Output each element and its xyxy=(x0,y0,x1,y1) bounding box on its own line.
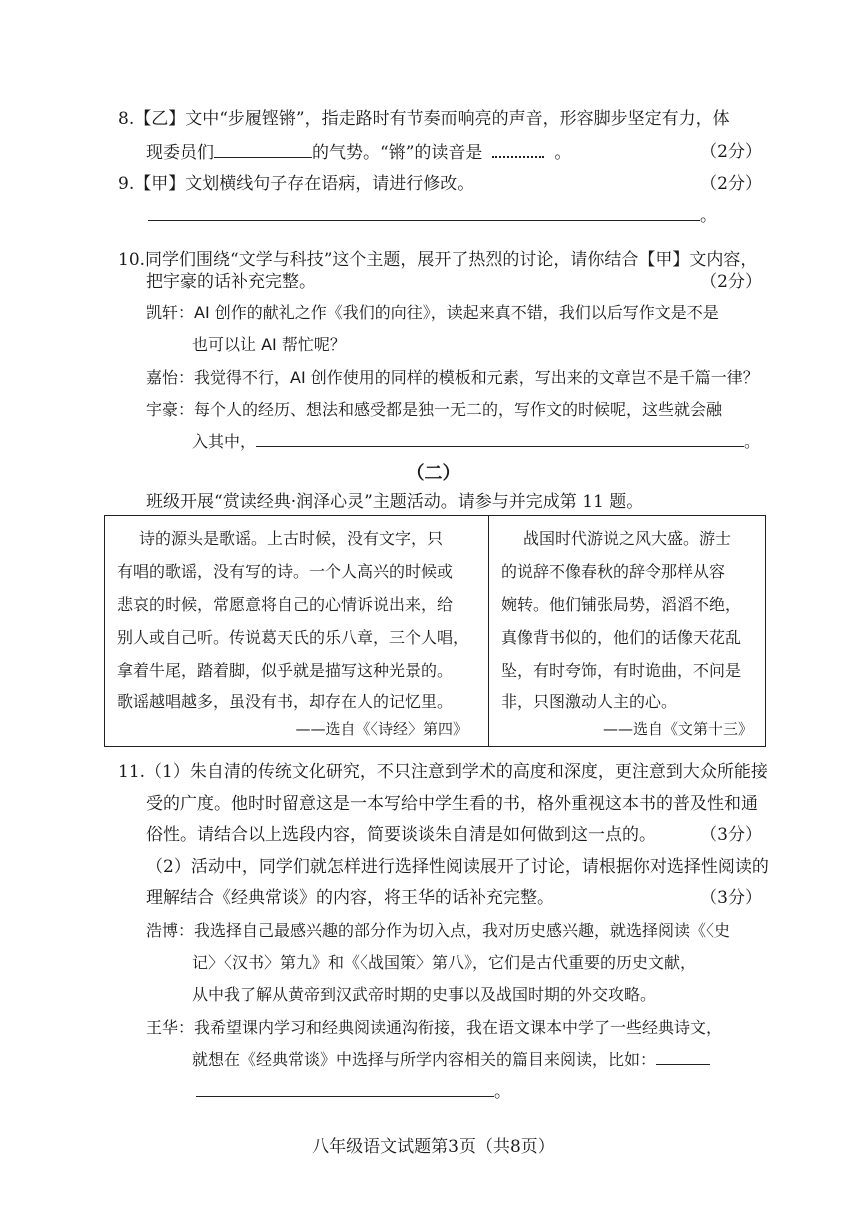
q11-p1-line-3: 俗性。请结合以上选段内容，简要谈谈朱自清是如何做到这一点的。 xyxy=(146,825,656,845)
q9-answer-line xyxy=(148,204,717,228)
section-title: （二） xyxy=(406,463,461,484)
q8-line-2 xyxy=(146,140,571,165)
q8-line-2-text-a: 现委员们 xyxy=(146,143,214,163)
q11-p2-points: （3分） xyxy=(700,888,762,908)
q8-line-1: 8.【乙】文中“步履铿锵”，指走路时有节奏而响亮的声音，形容脚步坚定有力，体 xyxy=(118,109,730,129)
kaixuan-line-1: 凯轩：AI 创作的献礼之作《我们的向往》，读起来真不错，我们以后写作文是不是 xyxy=(146,303,719,322)
q11-p1-line-2: 受的广度。他时时留意这是一本写给中学生看的书，格外重视这本书的普及性和通 xyxy=(146,794,758,814)
excerpt-right-line: 的说辞不像春秋的辞令那样从容 xyxy=(501,562,726,581)
answer-blank-q11-a[interactable] xyxy=(656,1048,710,1065)
pinyin-blank-q8[interactable] xyxy=(492,140,544,158)
excerpt-left-line: 悲哀的时候，常愿意将自己的心情诉说出来，给 xyxy=(117,595,454,614)
excerpt-right-line: 非，只图激动人主的心。 xyxy=(501,692,678,711)
answer-blank-q9[interactable] xyxy=(148,204,700,221)
q9-end: 。 xyxy=(700,206,717,226)
excerpt-right-source: ——选自《文第十三》 xyxy=(602,720,753,738)
excerpt-left-line: 诗的源头是歌谣。上古时候，没有文字，只 xyxy=(139,529,444,548)
wanghua-line-2 xyxy=(192,1048,710,1072)
answer-blank-q10[interactable] xyxy=(256,430,744,447)
q10-line-2: 把宇豪的话补充完整。 xyxy=(146,272,316,292)
q10-points: （2分） xyxy=(700,272,762,292)
q9-line-1: 9.【甲】文划横线句子存在语病，请进行修改。 xyxy=(118,174,475,194)
q11-end: 。 xyxy=(494,1082,511,1102)
yuhao-line-1: 宇豪：每个人的经历、想法和感受都是独一无二的，写作文的时候呢，这些就会融 xyxy=(146,400,723,419)
excerpt-box xyxy=(104,515,766,747)
yuhao-line-2-text: 入其中， xyxy=(192,432,257,451)
wanghua-line-2-text: 就想在《经典常谈》中选择与所学内容相关的篇目来阅读，比如： xyxy=(192,1050,657,1069)
excerpt-left-line: 歌谣越唱越多，虽没有书，却存在人的记忆里。 xyxy=(117,692,454,711)
q11-answer-line xyxy=(196,1080,511,1104)
excerpt-right-line: 婉转。他们铺张局势，滔滔不绝， xyxy=(501,595,742,614)
jiayi-line: 嘉怡：我觉得不行，AI 创作使用的同样的模板和元素，写出来的文章岂不是千篇一律？ xyxy=(146,368,759,387)
excerpt-right-line: 战国时代游说之风大盛。游士 xyxy=(523,529,732,548)
q11-p2-line-2: 理解结合《经典常谈》的内容，将王华的话补充完整。 xyxy=(146,888,554,908)
kaixuan-line-2: 也可以让 AI 帮忙呢？ xyxy=(192,335,346,354)
q10-line-1: 10.同学们围绕“文学与科技”这个主题，展开了热烈的讨论，请你结合【甲】文内容， xyxy=(118,250,758,270)
q9-points: （2分） xyxy=(700,174,762,194)
wanghua-line-1: 王华：我希望课内学习和经典阅读通沟衔接，我在语文课本中学了一些经典诗文， xyxy=(146,1018,723,1037)
q8-line-2-end: 。 xyxy=(554,143,572,163)
yuhao-line-2 xyxy=(192,430,760,454)
answer-blank-q8-a[interactable] xyxy=(214,141,312,158)
q11-p1-line-1: 11.（1）朱自清的传统文化研究，不只注意到学术的高度和深度，更注意到大众所能接 xyxy=(118,762,768,782)
excerpt-left-source: ——选自《〈诗经〉第四》 xyxy=(295,720,468,738)
excerpt-left xyxy=(105,516,489,746)
haobo-line-1: 浩博：我选择自己最感兴趣的部分作为切入点，我对历史感兴趣，就选择阅读《〈史 xyxy=(146,921,731,940)
q11-p2-line-1: （2）活动中，同学们就怎样进行选择性阅读展开了讨论，请根据你对选择性阅读的 xyxy=(146,857,769,877)
q10-end: 。 xyxy=(744,432,761,451)
excerpt-left-line: 别人或自己听。传说葛天氏的乐八章，三个人唱， xyxy=(117,628,470,647)
excerpt-right-line: 真像背书似的，他们的话像天花乱 xyxy=(501,628,742,647)
excerpt-left-line: 有唱的歌谣，没有写的诗。一个人高兴的时候或 xyxy=(117,562,454,581)
haobo-line-3: 从中我了解从黄帝到汉武帝时期的史事以及战国时期的外交攻略。 xyxy=(192,985,657,1004)
excerpt-right xyxy=(489,516,765,746)
answer-blank-q11-b[interactable] xyxy=(196,1080,494,1097)
page-footer: 八年级语文试题第3页（共8页） xyxy=(312,1137,555,1157)
q8-points: （2分） xyxy=(700,142,762,162)
section-intro: 班级开展“赏读经典·润泽心灵”主题活动。请参与并完成第 11 题。 xyxy=(146,492,644,512)
haobo-line-2: 记〉〈汉书〉第九》和《〈战国策〉第八》，它们是古代重要的历史文献， xyxy=(192,953,697,972)
excerpt-right-line: 坠，有时夸饰，有时诡曲，不问是 xyxy=(501,661,742,680)
excerpt-left-line: 拿着牛尾，踏着脚，似乎就是描写这种光景的。 xyxy=(117,661,454,680)
q11-p1-points: （3分） xyxy=(700,825,762,845)
q8-line-2-text-b: 的气势。“锵”的读音是 xyxy=(312,143,483,163)
